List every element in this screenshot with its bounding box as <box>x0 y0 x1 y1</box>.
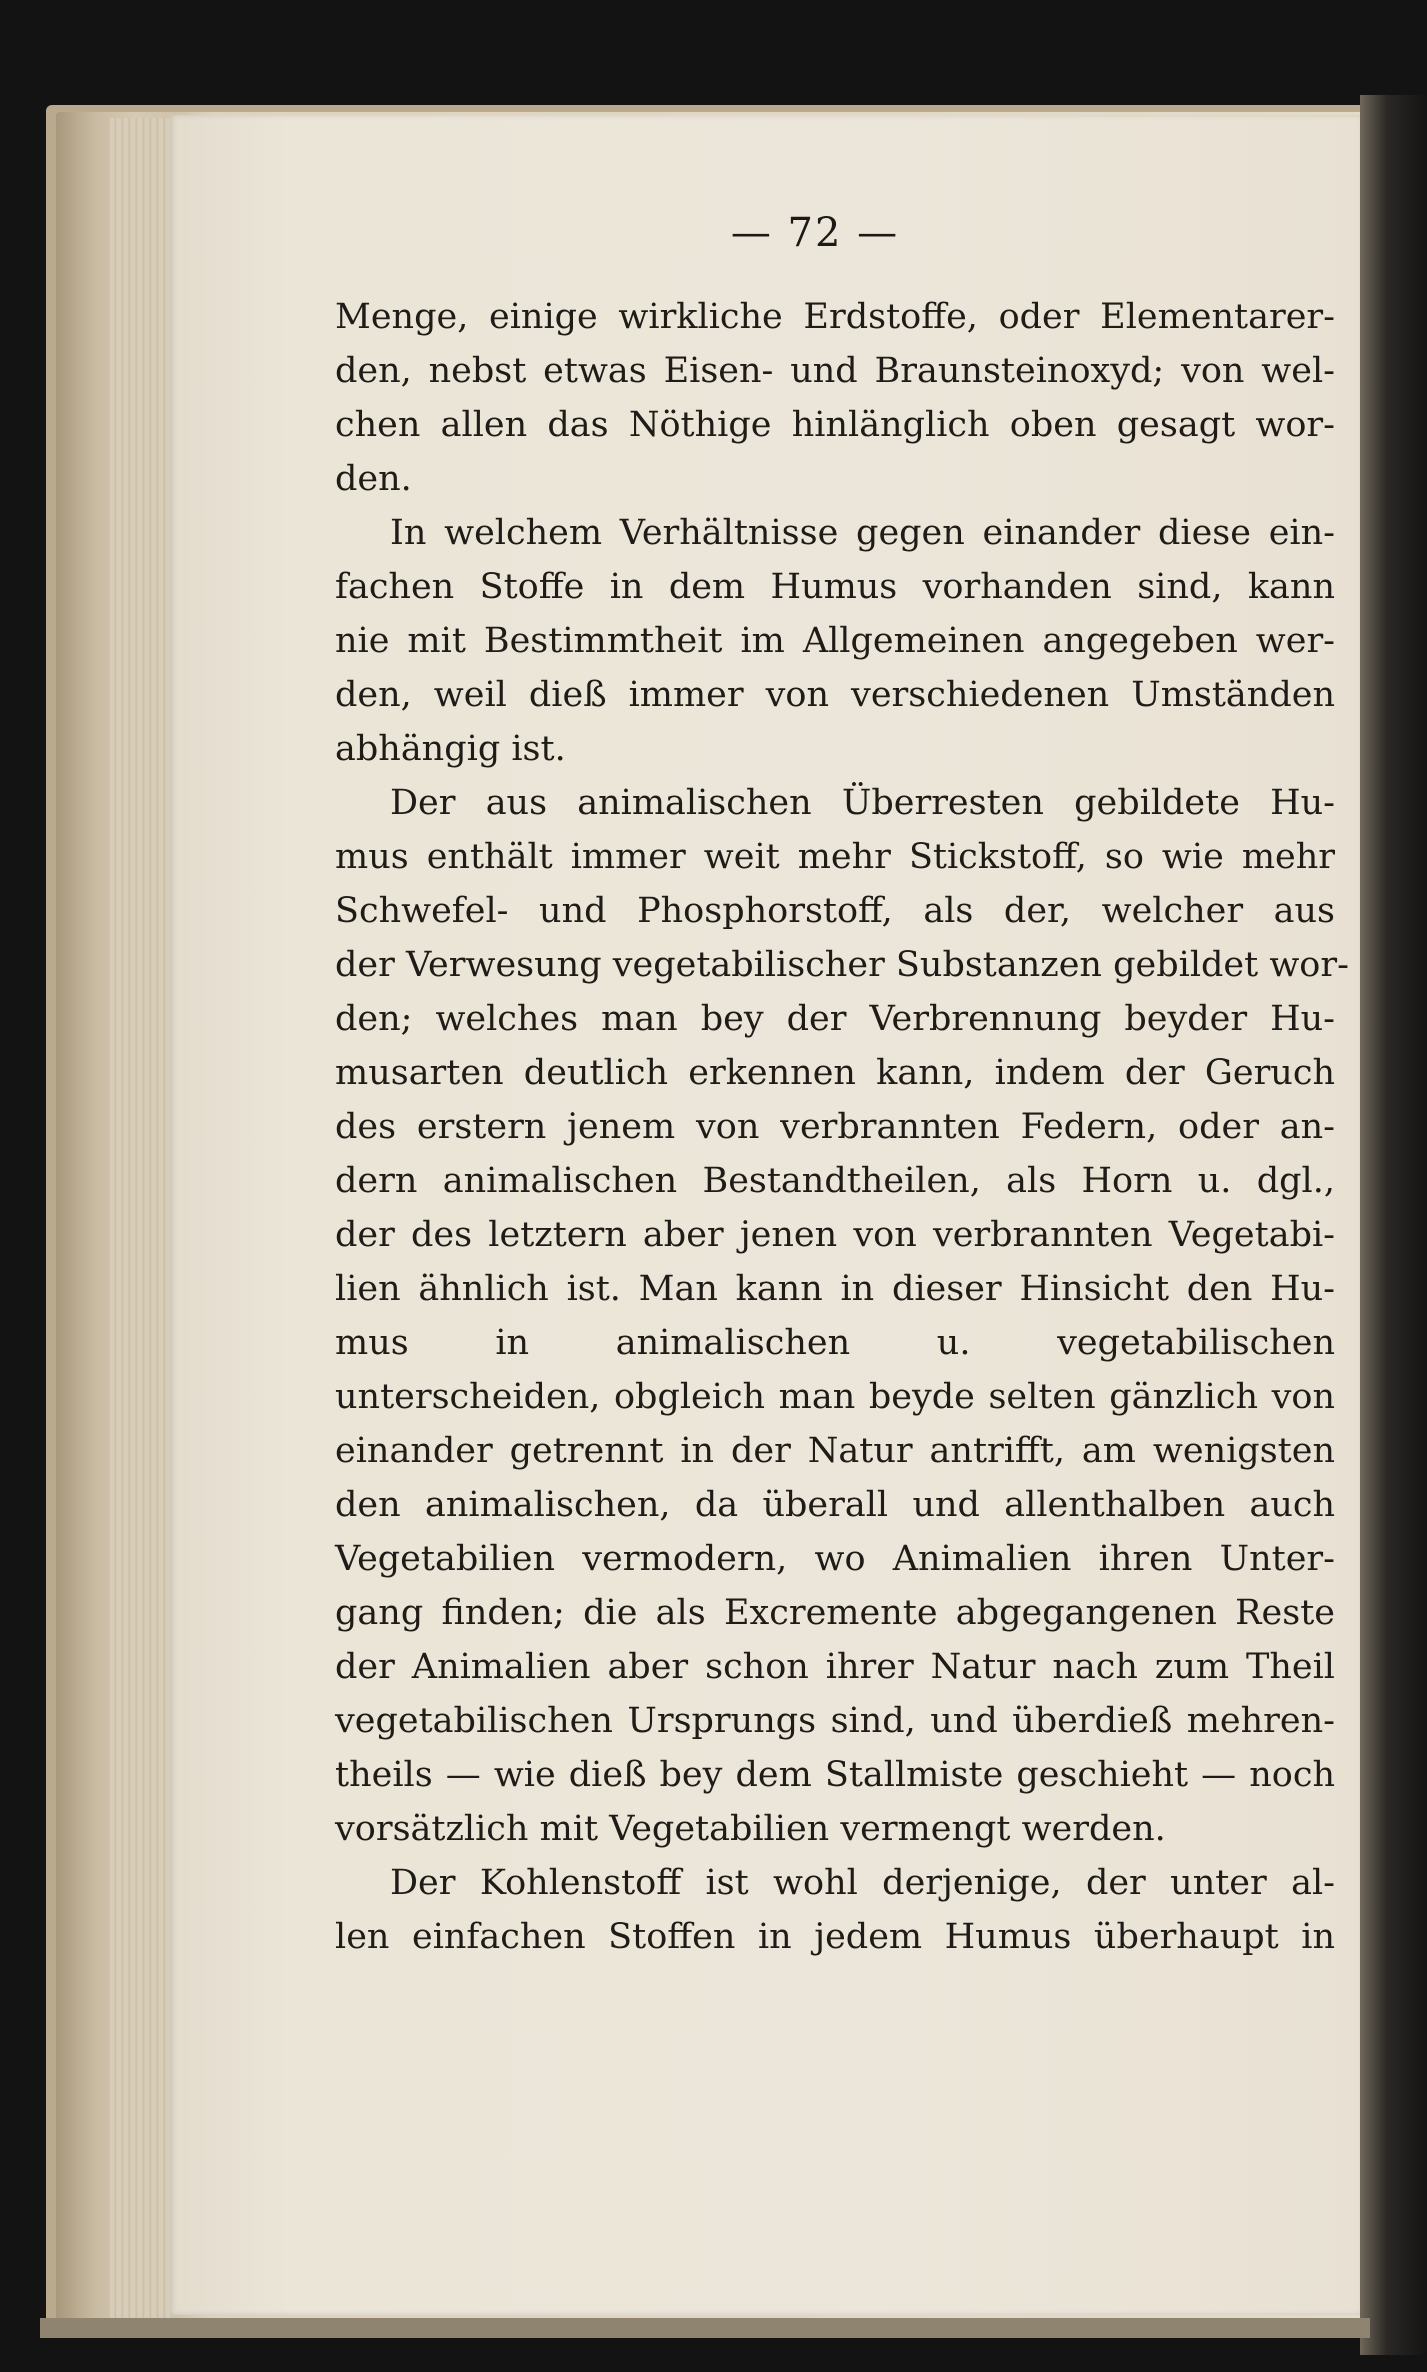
text-line: gang finden; die als Excremente abgegangenen Reste <box>335 1593 1335 1633</box>
text-line: der des letztern aber jenen von verbrannten Vegetabi- <box>335 1215 1335 1255</box>
text-line: fachen Stoffe in dem Humus vorhanden sind, kann <box>335 567 1335 607</box>
text-line: der Verwesung vegetabilischer Substanzen gebildet wor- <box>335 945 1349 985</box>
text-line: Menge, einige wirkliche Erdstoffe, oder Elementarer- <box>335 297 1335 337</box>
text-line: der Animalien aber schon ihrer Natur nach zum Theil <box>335 1647 1335 1687</box>
text-line: unterscheiden, obgleich man beyde selten gänzlich von <box>335 1377 1335 1417</box>
text-line: den, weil dieß immer von verschiedenen Umständen <box>335 675 1335 715</box>
text-line: Der aus animalischen Überresten gebildete Hu- <box>390 783 1335 823</box>
page-edges <box>110 118 170 2318</box>
body-text <box>335 290 1349 1964</box>
text-line: theils — wie dieß bey dem Stallmiste geschieht — noch <box>335 1755 1335 1795</box>
text-line: len einfachen Stoffen in jedem Humus überhaupt in <box>335 1917 1335 1957</box>
text-line: dern animalischen Bestandtheilen, als Horn u. dgl., <box>335 1161 1335 1201</box>
text-line: einander getrennt in der Natur antrifft, am wenigsten <box>335 1431 1335 1471</box>
text-line: In welchem Verhältnisse gegen einander diese ein- <box>390 513 1335 553</box>
text-line: mus in animalischen u. vegetabilischen <box>335 1323 1335 1363</box>
text-line: musarten deutlich erkennen kann, indem der Geruch <box>335 1053 1335 1093</box>
text-line: den; welches man bey der Verbrennung beyder Hu- <box>335 999 1335 1039</box>
text-line: den. <box>335 459 412 499</box>
text-line: Der Kohlenstoff ist wohl derjenige, der unter al- <box>390 1863 1335 1903</box>
text-line: den animalischen, da überall und allenthalben auch <box>335 1485 1335 1525</box>
right-shadow <box>1360 95 1427 2355</box>
text-line: Vegetabilien vermodern, wo Animalien ihren Unter- <box>335 1539 1335 1579</box>
text-line: des erstern jenem von verbrannten Federn, oder an- <box>335 1107 1335 1147</box>
text-line: den, nebst etwas Eisen- und Braunsteinoxyd; von wel- <box>335 351 1335 391</box>
bottom-edge <box>40 2318 1370 2338</box>
text-line: lien ähnlich ist. Man kann in dieser Hinsicht den Hu- <box>335 1269 1335 1309</box>
text-line: nie mit Bestimmtheit im Allgemeinen angegeben wer- <box>335 621 1335 661</box>
text-line: chen allen das Nöthige hinlänglich oben gesagt wor- <box>335 405 1335 445</box>
text-line: vorsätzlich mit Vegetabilien vermengt werden. <box>335 1809 1166 1849</box>
text-line: abhängig ist. <box>335 729 566 769</box>
text-line: vegetabilischen Ursprungs sind, und überdieß mehren- <box>335 1701 1335 1741</box>
text-line: Schwefel- und Phosphorstoff, als der, welcher aus <box>335 891 1335 931</box>
text-line: mus enthält immer weit mehr Stickstoff, so wie mehr <box>335 837 1335 877</box>
page-number-header: — 72 — <box>730 210 900 256</box>
